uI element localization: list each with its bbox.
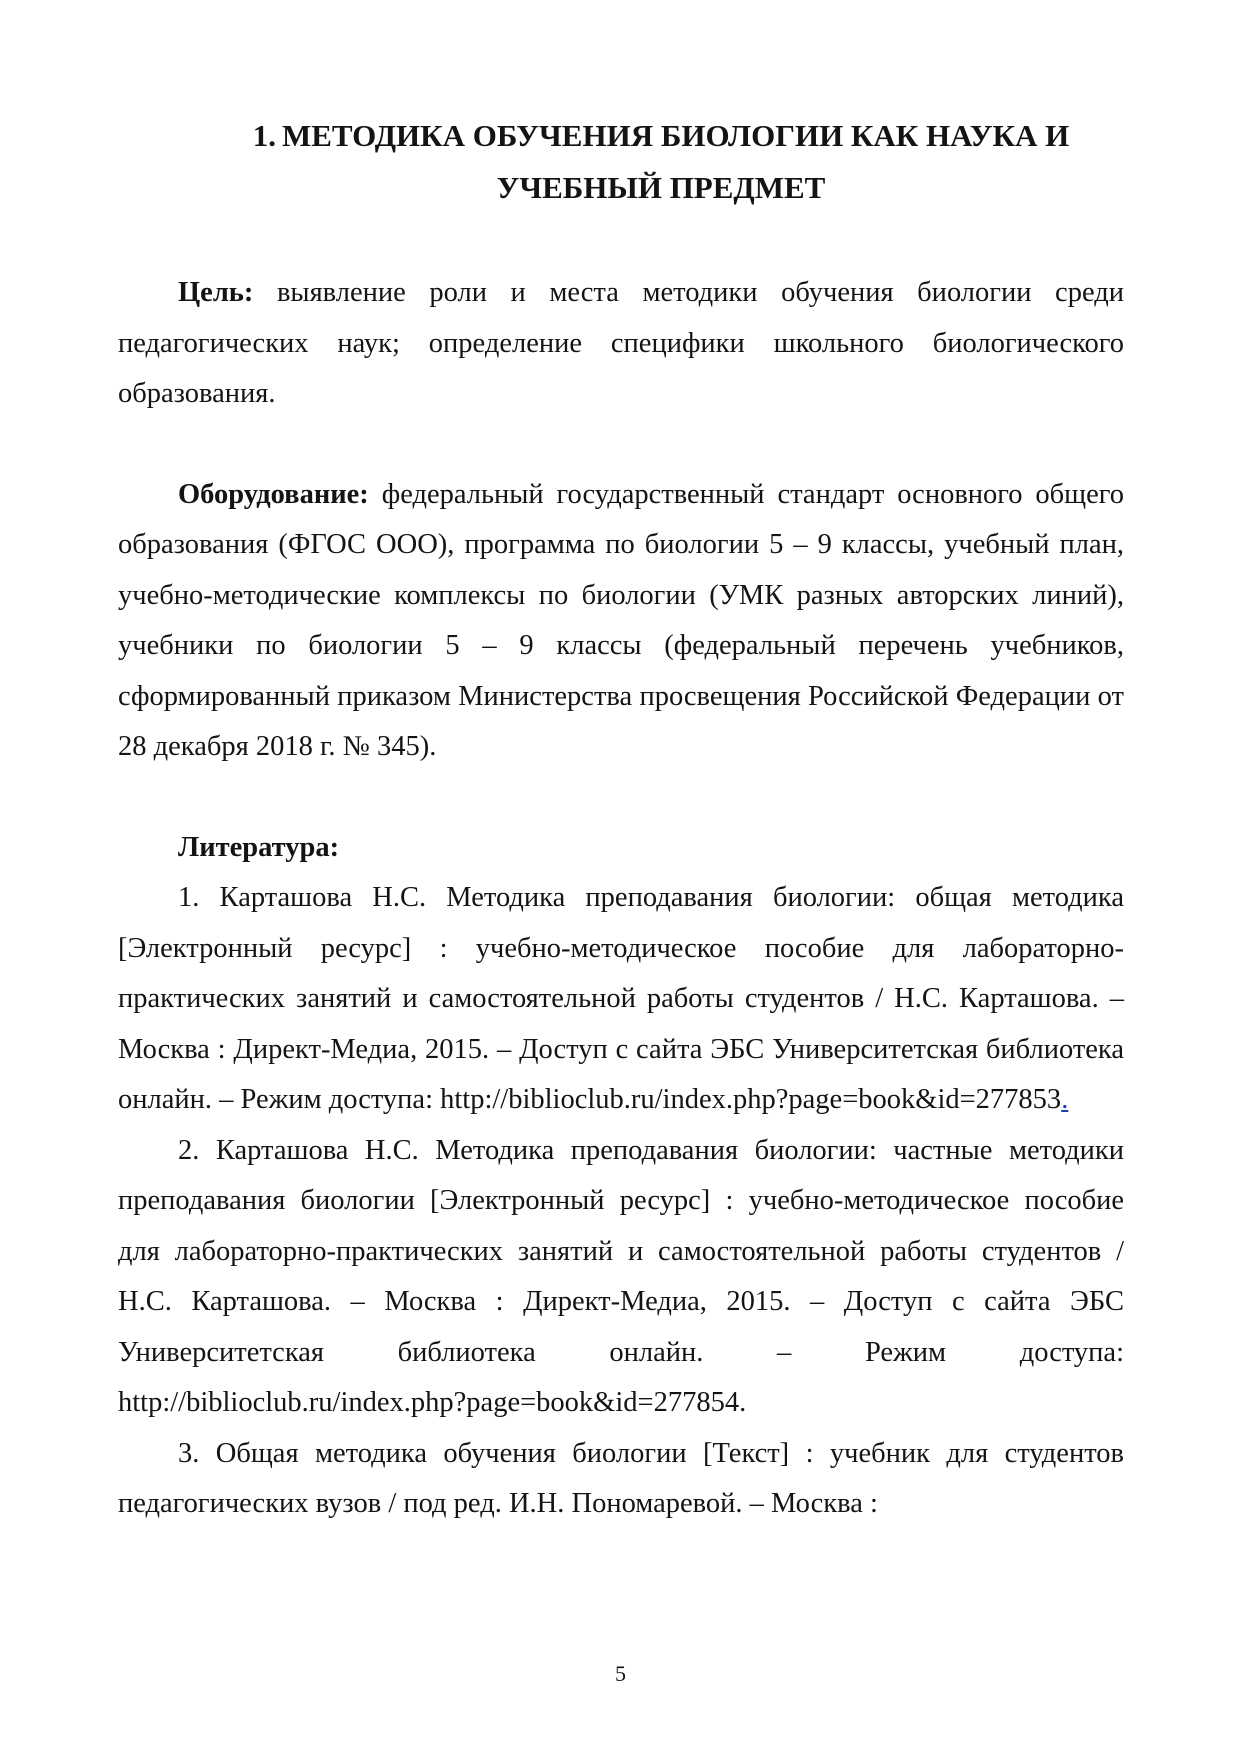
literature-item-2: [118, 1126, 1124, 1429]
goal-label: Цель:: [178, 277, 254, 308]
literature-label: Литература:: [178, 831, 340, 863]
equipment-paragraph: [118, 470, 1124, 773]
section-number: 1.: [252, 118, 276, 153]
equipment-label: Оборудование:: [178, 478, 369, 510]
literature-item-1: [118, 873, 1124, 1126]
equipment-text: федеральный государственный стандарт основного общего образования (ФГОС ООО), программа по биологии 5 – 9 классы, учебный план, учебно-методические комплексы по биологии (УМК разных авторских линий), учебники по биологии 5 – 9 классы (федеральный перечень учебников, сформированный приказом Министерства просвещения Российской Федерации от 28 декабря 2018 г. № 345).: [118, 478, 1124, 762]
literature-item-2-text: 2. Карташова Н.С. Методика преподавания биологии: частные методики преподавания биологии [Электронный ресурс] : учебно-методическое пособие для лабораторно-практических занятий и самостоятельной работы студентов / Н.С. Карташова. – Москва : Директ-Медиа, 2015. – Доступ с сайта ЭБС Университетская библиотека онлайн. – Режим доступа: http://biblioclub.ru/index.php?page=book&id=277854.: [118, 1134, 1124, 1418]
goal-text: выявление роли и места методики обучения биологии среди педагогических наук; определение специфики школьного биологического образования.: [118, 277, 1124, 409]
section-heading: [118, 110, 1124, 214]
page-number: 5: [615, 1661, 626, 1686]
literature-item-3-text: 3. Общая методика обучения биологии [Текст] : учебник для студентов педагогических вузов / под ред. И.Н. Пономаревой. – Москва :: [118, 1437, 1124, 1519]
literature-item-1-text: 1. Карташова Н.С. Методика преподавания биологии: общая методика [Электронный ресурс] : учебно-методическое пособие для лабораторно-практических занятий и самостоятельной работы студентов / Н.С. Карташова. – Москва : Директ-Медиа, 2015. – Доступ с сайта ЭБС Университетская библиотека онлайн. – Режим доступа: http://biblioclub.ru/index.php?page=book&id=277853: [118, 882, 1124, 1115]
section-title: МЕТОДИКА ОБУЧЕНИЯ БИОЛОГИИ КАК НАУКА И УЧЕБНЫЙ ПРЕДМЕТ: [281, 118, 1070, 205]
literature-item-1-link-tail[interactable]: .: [1061, 1084, 1069, 1115]
goal-paragraph: [118, 268, 1124, 420]
page-content: [118, 110, 1124, 1530]
literature-heading: [118, 823, 1124, 874]
literature-item-3: [118, 1429, 1124, 1530]
